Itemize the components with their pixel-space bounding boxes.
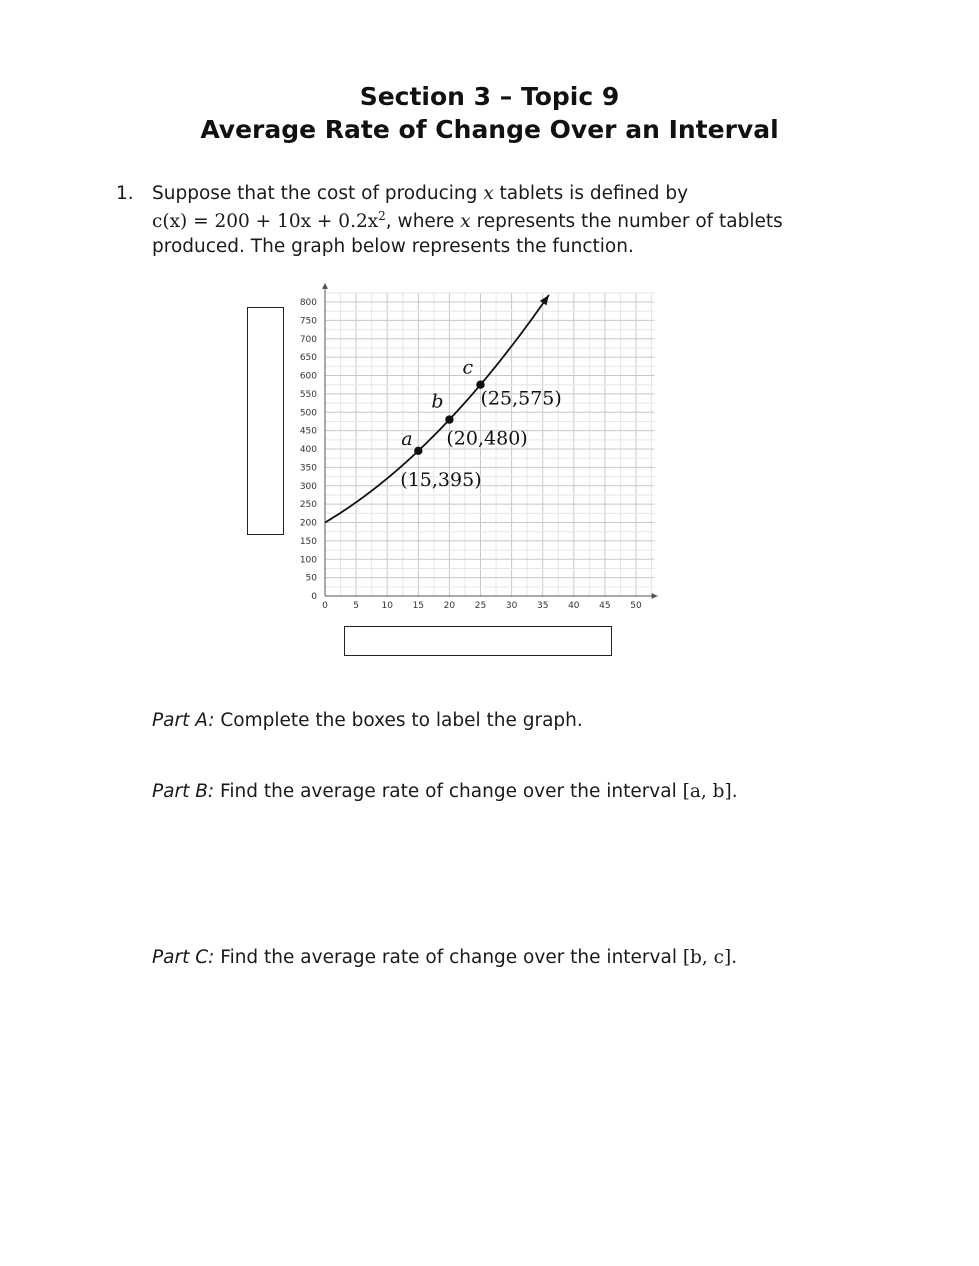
y-tick-label: 800 (299, 298, 317, 308)
y-axis-arrow (322, 283, 328, 289)
y-tick-label: 350 (299, 463, 317, 474)
question-line-1: Suppose that the cost of producing x tablets is defined by (152, 183, 689, 204)
question-line-2: $c(x) = 200 + 10x + 0.2x^2$, where x represents the number of tablets (152, 209, 783, 233)
y-tick-label: 500 (299, 408, 317, 419)
x-tick-label: 10 (381, 601, 393, 611)
x-tick-label: 20 (443, 601, 456, 611)
point-a-name: a (401, 427, 413, 450)
x-tick-label: 40 (568, 601, 580, 611)
y-tick-label: 200 (299, 518, 317, 529)
function-exponent: 2 (378, 209, 386, 223)
interval-ab: [a, b] (682, 781, 732, 802)
y-tick-label: 300 (299, 481, 317, 492)
y-tick-label: 750 (299, 316, 317, 327)
topic-title: Average Rate of Change Over an Interval (200, 115, 779, 144)
x-axis-arrow (652, 593, 658, 599)
y-tick-label: 650 (299, 353, 317, 364)
interval-bc: [b, c] (682, 947, 732, 968)
y-tick-label: 700 (299, 334, 317, 345)
point-b-coord: (20,480) (446, 427, 528, 450)
y-tick-label: 250 (299, 500, 317, 511)
x-tick-label: 25 (474, 601, 487, 611)
y-tick-label: 50 (305, 573, 317, 584)
y-tick-label: 0 (311, 592, 317, 602)
point-a-coord: (15,395) (400, 468, 482, 491)
x-tick-label: 0 (322, 601, 328, 611)
curve-arrow (540, 295, 549, 305)
y-tick-label: 600 (299, 371, 317, 382)
question-line-3: produced. The graph below represents the function. (152, 236, 634, 257)
point-c-coord: (25,575) (480, 387, 562, 410)
question-number: 1. (116, 183, 134, 204)
point-c-name: c (462, 356, 474, 379)
point-b (445, 415, 453, 423)
part-a: Part A: Complete the boxes to label the graph. (152, 710, 583, 731)
x-tick-label: 5 (353, 601, 359, 611)
x-tick-label: 45 (599, 601, 611, 611)
y-tick-label: 450 (299, 426, 317, 437)
section-title: Section 3 – Topic 9 (359, 82, 620, 111)
y-tick-label: 550 (299, 389, 317, 400)
x-tick-label: 30 (505, 601, 518, 611)
y-tick-label: 400 (299, 445, 317, 455)
point-a (414, 447, 422, 455)
x-tick-label: 35 (536, 601, 549, 611)
y-axis-label-box[interactable] (247, 307, 284, 535)
y-tick-label: 150 (299, 536, 317, 547)
part-c: Part C: Find the average rate of change over the interval [b, c]. (152, 947, 738, 968)
x-axis-label-box[interactable] (344, 626, 612, 656)
x-tick-label: 15 (412, 601, 425, 611)
part-b: Part B: Find the average rate of change over the interval [a, b]. (152, 781, 738, 802)
cost-function: c(x) = 200 + 10x + 0.2x (152, 211, 379, 233)
point-b-name: b (431, 390, 444, 413)
x-tick-label: 50 (630, 601, 642, 611)
y-tick-label: 100 (299, 555, 317, 566)
